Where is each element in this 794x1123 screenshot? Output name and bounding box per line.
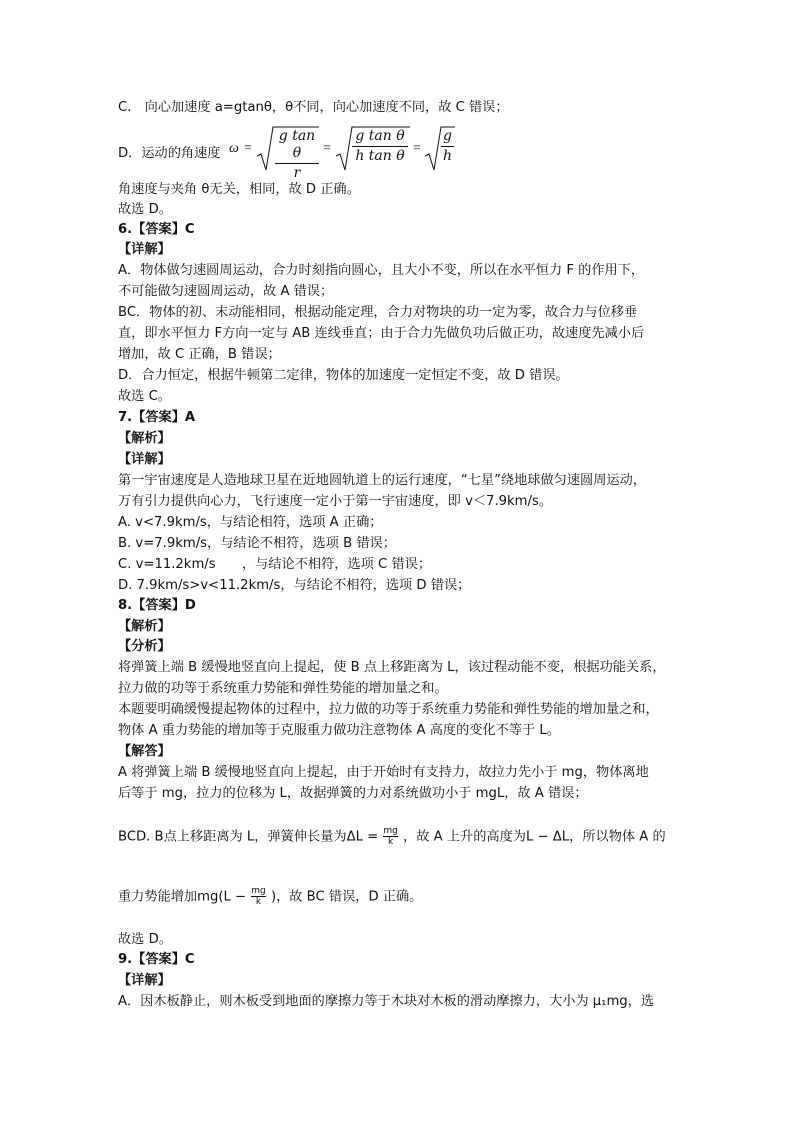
q8-solution-line2: 后等于 mg，拉力的位移为 L，故据弹簧的力对系统做功小于 mgL，故 A 错误； xyxy=(118,786,588,801)
q6-answer: 6.【答案】C xyxy=(118,222,195,237)
q8-jieda-heading: 【解答】 xyxy=(118,744,171,759)
q6-option-d: D．合力恒定，根据牛顿第二定律，物体的加速度一定恒定不变，故 D 错误。 xyxy=(118,368,569,383)
fraction-mg-k-den: k xyxy=(388,837,394,847)
q7-detail-heading: 【详解】 xyxy=(118,452,171,467)
fraction-mg-k-2-num: mg xyxy=(251,886,266,896)
q8-analysis-heading: 【解析】 xyxy=(118,619,171,634)
fraction-3-num: g xyxy=(443,128,452,144)
q7-paragraph-line2: 万有引力提供向心力，飞行速度一定小于第一宇宙速度，即 v＜7.9km/s。 xyxy=(118,494,553,509)
fraction-3-den: h xyxy=(442,148,453,164)
q6-option-a-line1: A．物体做匀速圆周运动，合力时刻指向圆心，且大小不变，所以在水平恒力 F 的作用下， xyxy=(118,263,645,278)
option-c-line: C. 向心加速度 a=gtanθ，θ不同，向心加速度不同，故 C 错误； xyxy=(118,100,509,115)
choose-d: 故选 D。 xyxy=(118,202,172,217)
q8-fenxi-line3: 本题要明确缓慢提起物体的过程中，拉力做的功等于系统重力势能和弹性势能的增加量之和， xyxy=(118,702,659,717)
q8-solution-line1: A 将弹簧上端 B 缓慢地竖直向上提起，由于开始时有支持力，故拉力先小于 mg，物体离地 xyxy=(118,765,649,780)
q7-answer: 7.【答案】A xyxy=(118,410,196,425)
q8-choose: 故选 D。 xyxy=(118,932,172,947)
q8-fenxi-line1: 将弹簧上端 B 缓慢地竖直向上提起，使 B 点上移距离为 L，该过程动能不变，根据功能关系， xyxy=(118,660,666,675)
option-d-conclusion: 角速度与夹角 θ无关，相同，故 D 正确。 xyxy=(118,182,360,197)
fraction-2-den: h tan θ xyxy=(355,148,405,164)
fraction-mg-k-2-den: k xyxy=(255,897,262,907)
q8-answer: 8.【答案】D xyxy=(118,598,196,613)
q9-detail-heading: 【详解】 xyxy=(118,973,171,988)
q6-option-bc-line2: 直，即水平恒力 F方向一定与 AB 连线垂直；由于合力先做负功后做正功，故速度先减小后 xyxy=(118,326,645,341)
q8-s3-part2: ，故 A 上升的高度为L − ΔL，所以物体 A 的 xyxy=(403,829,666,845)
q6-option-a-line2: 不可能做匀速圆周运动，故 A 错误； xyxy=(118,284,334,299)
q9-option-a-line1: A．因木板静止，则木板受到地面的摩擦力等于木块对木板的滑动摩擦力，大小为 μ₁mg，选 xyxy=(118,994,655,1009)
q8-solution-line4 xyxy=(118,886,422,907)
q8-fenxi-line2: 拉力做的功等于系统重力势能和弹性势能的增加量之和。 xyxy=(118,681,448,696)
equals-sign-1: = xyxy=(244,141,252,156)
fraction-mg-k-2 xyxy=(251,886,265,907)
fraction-1-den: r xyxy=(293,165,301,181)
equals-sign-2: = xyxy=(323,141,331,156)
q7-option-b: B. v=7.9km/s，与结论不相符，选项 B 错误； xyxy=(118,536,396,551)
fraction-1-num: g tan θ xyxy=(278,128,316,161)
q8-s4-part2: )，故 BC 错误，D 正确。 xyxy=(270,889,423,905)
q7-option-c: C. v=11.2km/s ，与结论不相符，选项 C 错误； xyxy=(118,557,432,572)
q6-detail-heading: 【详解】 xyxy=(118,242,171,257)
fraction-3 xyxy=(441,128,454,165)
option-d-label: D．运动的角速度 xyxy=(118,146,221,161)
q7-option-a: A. v<7.9km/s，与结论相符，选项 A 正确； xyxy=(118,515,383,530)
fraction-mg-k xyxy=(383,826,397,847)
q6-choose: 故选 C。 xyxy=(118,389,171,404)
q8-solution-line3 xyxy=(118,826,666,847)
q6-option-bc-line3: 增加，故 C 正确，B 错误； xyxy=(118,347,281,362)
q8-fenxi-heading: 【分析】 xyxy=(118,639,171,654)
q7-paragraph-line1: 第一宇宙速度是人造地球卫星在近地圆轨道上的运行速度，“七星”绕地球做匀速圆周运动， xyxy=(118,473,646,488)
q8-fenxi-line4: 物体 A 重力势能的增加等于克服重力做功注意物体 A 高度的变化不等于 L。 xyxy=(118,723,560,738)
q8-s3-part1: BCD. B点上移距离为 L，弹簧伸长量为ΔL = xyxy=(118,829,379,845)
fraction-1 xyxy=(275,128,319,182)
q9-answer: 9.【答案】C xyxy=(118,952,195,967)
omega-symbol: ω xyxy=(229,141,239,156)
q7-option-d: D. 7.9km/s>v<11.2km/s，与结论不相符，选项 D 错误； xyxy=(118,578,471,593)
q8-s4-part1: 重力势能增加mg(L − xyxy=(118,889,247,905)
fraction-2-num: g tan θ xyxy=(355,128,405,144)
q6-option-bc-line1: BC．物体的初、末动能相同，根据动能定理，合力对物块的功一定为零，故合力与位移垂 xyxy=(118,305,638,320)
fraction-2 xyxy=(352,128,408,165)
q7-analysis-heading: 【解析】 xyxy=(118,431,171,446)
fraction-mg-k-num: mg xyxy=(383,826,398,836)
equals-sign-3: = xyxy=(413,141,421,156)
